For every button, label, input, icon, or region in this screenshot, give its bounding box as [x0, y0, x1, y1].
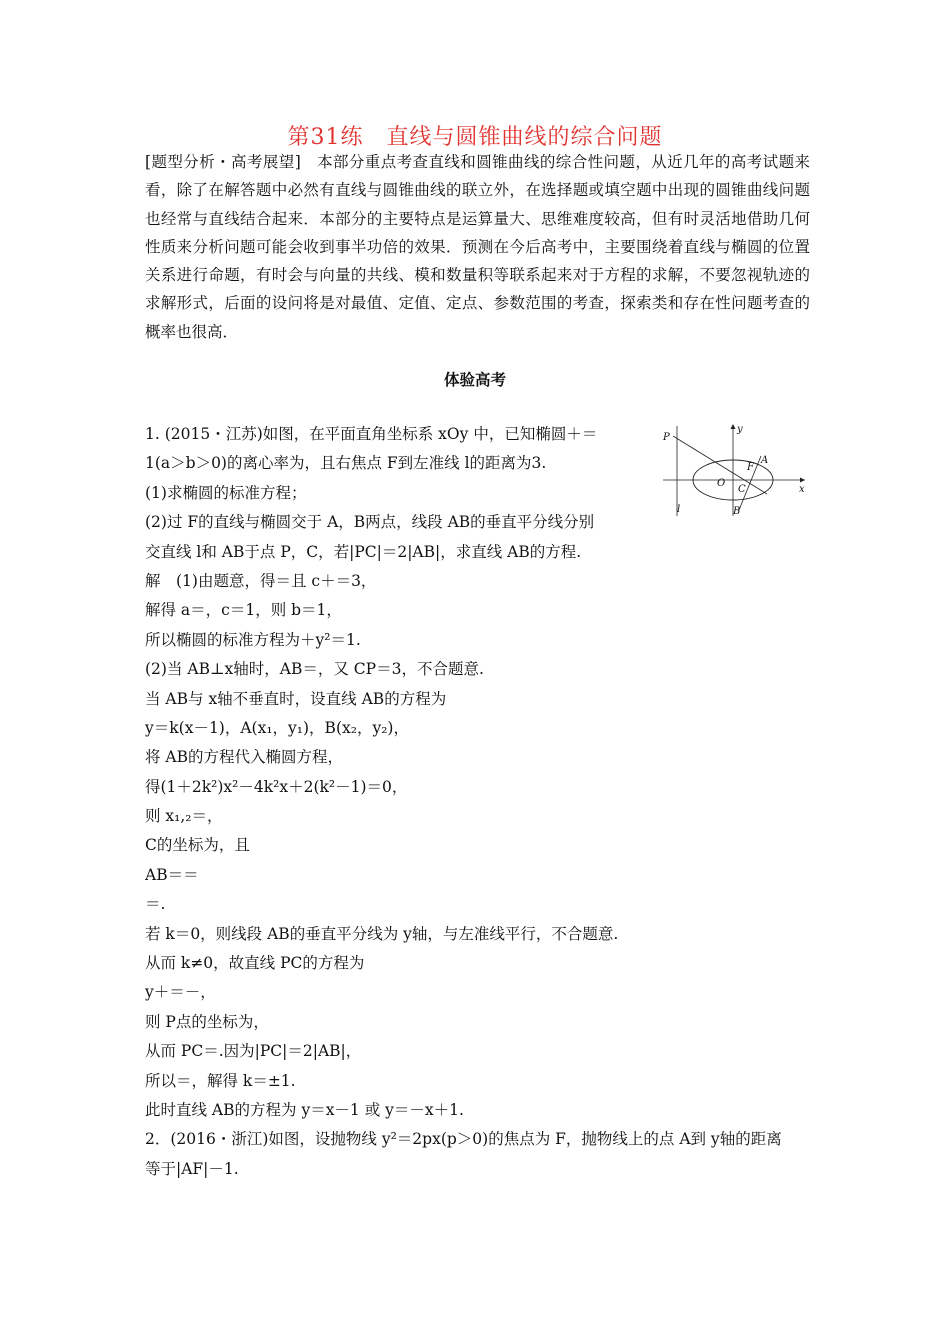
- text-line-5: 交直线 l和 AB于点 P，C，若|PC|＝2|AB|，求直线 AB的方程.: [145, 542, 582, 561]
- y-axis-arrow: [731, 424, 736, 429]
- text-line-2: 1(a＞b＞0)的离心率为，且右焦点 F到左准线 l的距离为3.: [145, 454, 547, 473]
- text-line-1: 1. (2015・江苏)如图，在平面直角坐标系 xOy 中，已知椭圆＋＝: [145, 425, 598, 443]
- label-p: P: [663, 432, 670, 443]
- text-line-21: 则 P点的坐标为，: [145, 1012, 269, 1031]
- text-line-25: 2．(2016・浙江)如图，设抛物线 y²＝2px(p＞0)的焦点为 F，抛物线上的点 A到 y轴的距离: [145, 1130, 782, 1149]
- text-line-8: 所以椭圆的标准方程为＋y²＝1.: [145, 630, 361, 649]
- text-line-3: (1)求椭圆的标准方程；: [145, 483, 307, 502]
- text-line-4: (2)过 F的直线与椭圆交于 A，B两点，线段 AB的垂直平分线分别: [145, 513, 595, 532]
- label-y: y: [737, 424, 743, 435]
- text-line-26: 等于|AF|－1.: [145, 1159, 239, 1178]
- text-line-15: C的坐标为，且: [145, 836, 250, 855]
- text-line-24: 此时直线 AB的方程为 y＝x－1 或 y＝－x＋1.: [145, 1100, 464, 1119]
- intro-paragraph: [145, 148, 810, 346]
- text-line-10: 当 AB与 x轴不垂直时，设直线 AB的方程为: [145, 689, 447, 708]
- text-line-6: 解 (1)由题意，得＝且 c＋＝3，: [145, 571, 377, 590]
- text-line-9: (2)当 AB⊥x轴时，AB＝，又 CP＝3，不合题意.: [145, 660, 484, 679]
- label-c: C: [738, 484, 746, 495]
- text-line-7: 解得 a＝，c＝1，则 b＝1，: [145, 601, 342, 620]
- text-line-12: 将 AB的方程代入椭圆方程，: [145, 748, 344, 767]
- label-f: F: [747, 462, 754, 473]
- intro-text: [题型分析・高考展望] 本部分重点考查直线和圆锥曲线的综合性问题，从近几年的高考试题来看，除了在解答题中必然有直线与圆锥曲线的联立外，在选择题或填空题中出现的圆锥曲线问题也经常与直线结合起来．本部分的主要特点是运算量大、思维难度较高，但有时灵活地借助几何性质来分析问题可能会收到事半功倍的效果．预测在今后高考中，主要围绕着直线与椭圆的位置关系进行命题，有时会与向量的共线、模和数量积等联系起来对于方程的求解，不要忽视轨迹的求解形式，后面的设问将是对最值、定值、定点、参数范围的考查，探索类和存在性问题考查的概率也很高．: [145, 153, 810, 341]
- text-line-19: 从而 k≠0，故直线 PC的方程为: [145, 954, 365, 973]
- text-line-17: ＝.: [145, 895, 166, 914]
- label-b: B: [733, 506, 741, 517]
- page-title: 第31练 直线与圆锥曲线的综合问题: [287, 125, 663, 150]
- text-line-13: 得(1＋2k²)x²－4k²x＋2(k²－1)＝0，: [145, 777, 408, 796]
- label-l: l: [677, 504, 681, 515]
- text-line-14: 则 x₁,₂＝，: [145, 807, 223, 826]
- text-line-22: 从而 PC＝.因为|PC|＝2|AB|，: [145, 1042, 362, 1061]
- text-line-20: y＋＝－，: [145, 983, 216, 1002]
- text-line-18: 若 k＝0，则线段 AB的垂直平分线为 y轴，与左准线平行，不合题意.: [145, 924, 619, 943]
- text-line-11: y＝k(x－1)，A(x₁，y₁)，B(x₂，y₂)，: [145, 718, 409, 737]
- problem-body: [145, 420, 810, 1184]
- ellipse-figure: [655, 418, 815, 518]
- label-x: x: [799, 484, 805, 495]
- x-axis-arrow: [800, 478, 805, 483]
- section-heading: 体验高考: [443, 370, 506, 389]
- text-line-16: AB＝＝: [145, 865, 199, 884]
- label-o: O: [717, 478, 726, 489]
- label-a: A: [761, 455, 769, 466]
- text-line-23: 所以＝，解得 k＝±1.: [145, 1071, 296, 1090]
